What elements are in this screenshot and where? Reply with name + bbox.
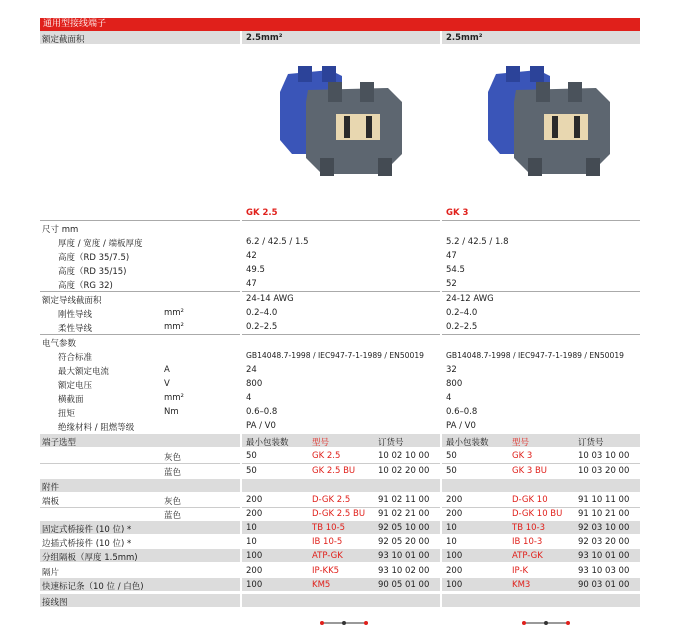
model-value: GK 3 BU — [512, 466, 548, 476]
elec-row-label: 符合标准 — [58, 353, 93, 363]
elec-row-v2: PA / V0 — [446, 421, 476, 431]
col-header-model: 型号 — [512, 438, 530, 448]
order-value: 91 02 11 00 — [378, 495, 430, 505]
dim-row-v2: 52 — [446, 279, 457, 289]
wire-v1: 24-14 AWG — [246, 294, 294, 304]
wire-row-v1: 0.2–4.0 — [246, 308, 278, 318]
model-value: D-GK 2.5 BU — [312, 509, 366, 519]
dim-row-label: 厚度 / 宽度 / 端板厚度 — [58, 239, 143, 249]
divider — [40, 291, 640, 292]
elec-row-v1: 24 — [246, 365, 257, 375]
page-title-bar — [40, 18, 640, 31]
dim-row-label: 高度（RD 35/7.5) — [58, 253, 130, 263]
page-title: 通用型接线端子 — [43, 19, 107, 29]
pack-value: 200 — [446, 509, 463, 519]
section-header-row — [40, 31, 640, 44]
col-header-pack: 最小包装数 — [246, 438, 289, 448]
product-image-gk3 — [478, 62, 628, 182]
color-label: 蓝色 — [164, 468, 182, 478]
pack-value: 100 — [446, 551, 463, 561]
accessory-label: 分组隔板（厚度 1.5mm) — [42, 553, 138, 563]
order-value: 10 03 10 00 — [578, 451, 630, 461]
pack-value: 200 — [446, 566, 463, 576]
wire-row-label: 柔性导线 — [58, 324, 93, 334]
product-image-gk25 — [270, 62, 420, 182]
pack-value: 50 — [446, 451, 457, 461]
elec-row-unit: mm² — [164, 393, 184, 403]
elec-row-label: 绝缘材料 / 阻燃等级 — [58, 423, 135, 433]
wire-label: 额定导线截面积 — [42, 296, 102, 306]
wire-row-v1: 0.2–2.5 — [246, 322, 278, 332]
wiring-header — [40, 594, 640, 607]
accessory-label: 隔片 — [42, 568, 60, 578]
accessories-header — [40, 479, 640, 492]
accessory-label: 固定式桥接件 (10 位) * — [42, 525, 132, 535]
pack-value: 100 — [246, 551, 263, 561]
pack-value: 200 — [246, 566, 263, 576]
pack-value: 200 — [246, 495, 263, 505]
model-value: KM3 — [512, 580, 531, 590]
wire-v2: 24-12 AWG — [446, 294, 494, 304]
pack-value: 100 — [246, 580, 263, 590]
elec-row-v2: 4 — [446, 393, 452, 403]
product-name-1: GK 2.5 — [246, 208, 278, 218]
order-value: 93 10 03 00 — [578, 566, 630, 576]
model-value: IP-K — [512, 566, 529, 576]
order-value: 90 05 01 00 — [378, 580, 430, 590]
order-value: 90 03 01 00 — [578, 580, 630, 590]
model-value: IB 10-3 — [512, 537, 543, 547]
column-divider — [440, 31, 442, 641]
wire-row-unit: mm² — [164, 308, 184, 318]
wire-row-v2: 0.2–2.5 — [446, 322, 478, 332]
order-value: 93 10 01 00 — [378, 551, 430, 561]
elec-row-label: 额定电压 — [58, 381, 93, 391]
elec-row-v2: GB14048.7-1998 / IEC947-7-1-1989 / EN50019 — [446, 351, 625, 360]
pack-value: 50 — [446, 466, 457, 476]
column-divider — [240, 31, 242, 641]
dim-row-v1: 6.2 / 42.5 / 1.5 — [246, 237, 309, 247]
pack-value: 50 — [246, 466, 257, 476]
product-name-2: GK 3 — [446, 208, 469, 218]
terminal-select-header — [40, 434, 640, 447]
model-value: GK 2.5 BU — [312, 466, 356, 476]
pack-value: 100 — [446, 580, 463, 590]
divider — [40, 334, 640, 335]
dim-row-v1: 49.5 — [246, 265, 265, 275]
dim-row-v2: 5.2 / 42.5 / 1.8 — [446, 237, 509, 247]
order-value: 91 10 21 00 — [578, 509, 630, 519]
order-value: 10 03 20 00 — [578, 466, 630, 476]
elec-row-unit: V — [164, 379, 170, 389]
divider — [40, 507, 640, 508]
dim-row-label: 高度（RD 35/15) — [58, 267, 127, 277]
accessories-label: 附件 — [42, 483, 60, 493]
order-value: 92 03 20 00 — [578, 537, 630, 547]
model-value: TB 10-5 — [312, 523, 346, 533]
elec-row-v1: 800 — [246, 379, 263, 389]
pack-value: 10 — [446, 523, 457, 533]
dim-row-v2: 54.5 — [446, 265, 465, 275]
wiring-diagram-1 — [318, 616, 370, 630]
model-value: D-GK 10 BU — [512, 509, 563, 519]
dim-row-label: 高度（RG 32) — [58, 281, 113, 291]
rated-section-label: 额定截面积 — [42, 35, 85, 45]
order-value: 10 02 10 00 — [378, 451, 430, 461]
order-value: 92 03 10 00 — [578, 523, 630, 533]
model-value: ATP-GK — [312, 551, 343, 561]
elec-row-v1: PA / V0 — [246, 421, 276, 431]
pack-value: 200 — [446, 495, 463, 505]
order-value: 91 10 11 00 — [578, 495, 630, 505]
color-label: 蓝色 — [164, 511, 182, 521]
elec-row-unit: Nm — [164, 407, 179, 417]
order-value: 93 10 02 00 — [378, 566, 430, 576]
pack-value: 10 — [246, 537, 257, 547]
wire-row-v2: 0.2–4.0 — [446, 308, 478, 318]
terminal-select-label: 端子选型 — [42, 438, 77, 448]
col-header-model: 型号 — [312, 438, 330, 448]
accessory-label: 快速标记条（10 位 / 白色) — [42, 582, 144, 592]
elec-row-v1: 0.6–0.8 — [246, 407, 278, 417]
elec-row-v2: 800 — [446, 379, 463, 389]
dimensions-label: 尺寸 mm — [42, 225, 79, 235]
pack-value: 200 — [246, 509, 263, 519]
elec-row-label: 扭矩 — [58, 409, 76, 419]
order-value: 93 10 01 00 — [578, 551, 630, 561]
divider — [40, 220, 640, 221]
electrical-label: 电气参数 — [42, 339, 77, 349]
elec-row-v1: 4 — [246, 393, 252, 403]
endplate-label: 端板 — [42, 497, 60, 507]
model-value: IB 10-5 — [312, 537, 343, 547]
elec-row-v1: GB14048.7-1998 / IEC947-7-1-1989 / EN50019 — [246, 351, 425, 360]
order-value: 92 05 20 00 — [378, 537, 430, 547]
accessory-label: 边插式桥接件 (10 位) * — [42, 539, 132, 549]
wiring-diagram-2 — [520, 616, 572, 630]
order-value: 91 02 21 00 — [378, 509, 430, 519]
model-value: KM5 — [312, 580, 331, 590]
pack-value: 50 — [246, 451, 257, 461]
color-label: 灰色 — [164, 453, 182, 463]
divider — [40, 463, 640, 464]
color-label: 灰色 — [164, 497, 182, 507]
dim-row-v2: 47 — [446, 251, 457, 261]
elec-row-v2: 32 — [446, 365, 457, 375]
model-value: GK 2.5 — [312, 451, 341, 461]
model-value: IP-KK5 — [312, 566, 340, 576]
elec-row-unit: A — [164, 365, 170, 375]
dim-row-v1: 47 — [246, 279, 257, 289]
order-value: 10 02 20 00 — [378, 466, 430, 476]
model-value: GK 3 — [512, 451, 533, 461]
elec-row-label: 最大额定电流 — [58, 367, 110, 377]
model-value: D-GK 10 — [512, 495, 548, 505]
pack-value: 10 — [446, 537, 457, 547]
wire-row-unit: mm² — [164, 322, 184, 332]
pack-value: 10 — [246, 523, 257, 533]
col-header-order: 订货号 — [378, 438, 404, 448]
wire-row-label: 刚性导线 — [58, 310, 93, 320]
elec-row-label: 横截面 — [58, 395, 84, 405]
model-value: ATP-GK — [512, 551, 543, 561]
model-value: D-GK 2.5 — [312, 495, 351, 505]
col-header-order: 订货号 — [578, 438, 604, 448]
col-header-pack: 最小包装数 — [446, 438, 489, 448]
col1-section: 2.5mm² — [246, 33, 283, 43]
dim-row-v1: 42 — [246, 251, 257, 261]
model-value: TB 10-3 — [512, 523, 546, 533]
order-value: 92 05 10 00 — [378, 523, 430, 533]
elec-row-v2: 0.6–0.8 — [446, 407, 478, 417]
col2-section: 2.5mm² — [446, 33, 483, 43]
wiring-label: 接线图 — [42, 598, 68, 608]
